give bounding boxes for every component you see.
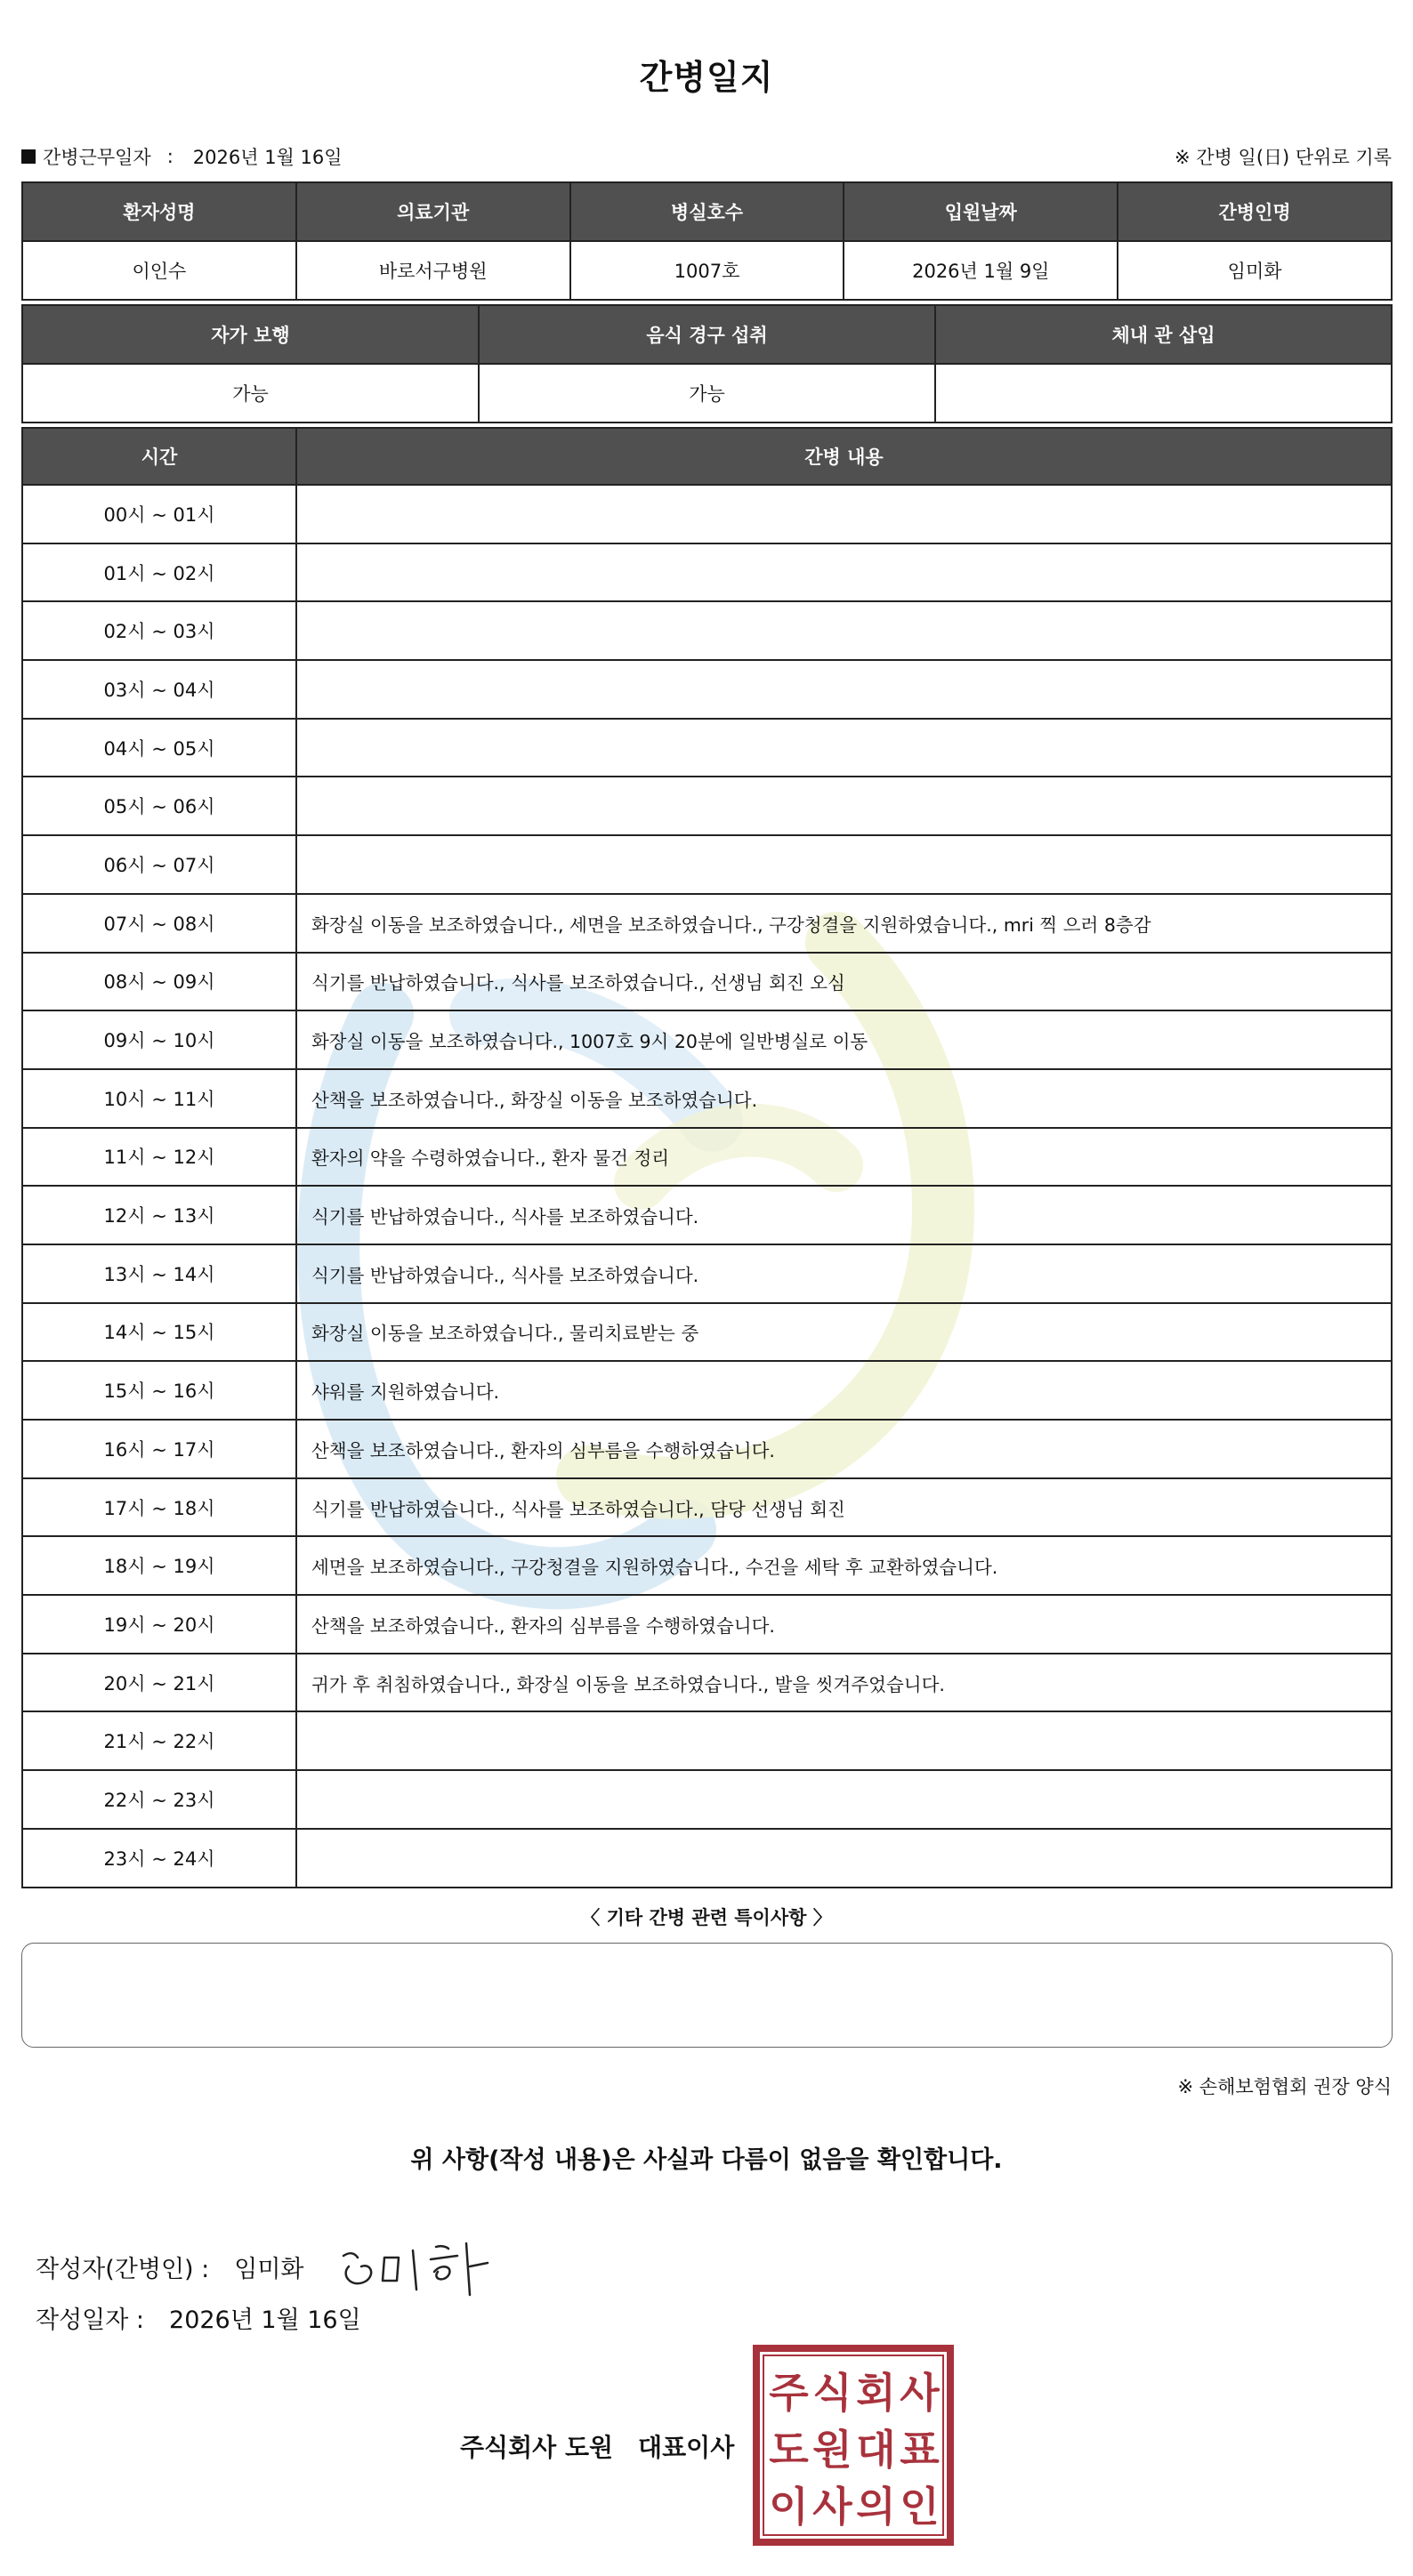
company-seal-stamp: [753, 2345, 954, 2546]
log-row: [22, 1595, 1392, 1654]
log-row: [22, 1654, 1392, 1712]
log-content: 화장실 이동을 보조하였습니다., 물리치료받는 중: [296, 1303, 1392, 1362]
log-time: 22시 ~ 23시: [22, 1770, 296, 1829]
log-time: 17시 ~ 18시: [22, 1478, 296, 1537]
record-unit-note: ※ 간병 일(日) 단위로 기록: [1175, 147, 1392, 168]
seal-character: 도: [769, 2426, 809, 2474]
log-content: 식기를 반납하였습니다., 식사를 보조하였습니다.: [296, 1186, 1392, 1244]
patient-header-2: 병실호수: [570, 182, 844, 241]
log-content: [296, 777, 1392, 835]
status-value-2: [935, 364, 1392, 423]
log-content: 식기를 반납하였습니다., 식사를 보조하였습니다.: [296, 1244, 1392, 1303]
log-time: 08시 ~ 09시: [22, 953, 296, 1011]
company-name: 주식회사 도원: [460, 2433, 614, 2462]
patient-info-table: [21, 181, 1393, 301]
log-content: 화장실 이동을 보조하였습니다., 1007호 9시 20분에 일반병실로 이동: [296, 1010, 1392, 1069]
log-row: [22, 1361, 1392, 1420]
seal-character: 의: [856, 2483, 896, 2531]
log-content: [296, 835, 1392, 894]
seal-character: 이: [769, 2483, 809, 2531]
log-content: [296, 485, 1392, 543]
log-row: [22, 1420, 1392, 1478]
log-row: [22, 601, 1392, 660]
log-header-time: 시간: [22, 428, 296, 485]
log-content: 환자의 약을 수령하였습니다., 환자 물건 정리: [296, 1128, 1392, 1187]
log-time: 10시 ~ 11시: [22, 1069, 296, 1128]
log-header-content: 간병 내용: [296, 428, 1392, 485]
log-row: [22, 894, 1392, 953]
log-time: 09시 ~ 10시: [22, 1010, 296, 1069]
status-header-1: 음식 경구 섭취: [479, 305, 935, 364]
log-row: [22, 485, 1392, 543]
log-time: 19시 ~ 20시: [22, 1595, 296, 1654]
status-value-1: 가능: [479, 364, 935, 423]
insurance-form-note: ※ 손해보험협회 권장 양식: [1177, 2076, 1392, 2097]
log-row: [22, 777, 1392, 835]
patient-value-0: 이인수: [22, 241, 296, 300]
log-time: 07시 ~ 08시: [22, 894, 296, 953]
log-row: [22, 1478, 1392, 1537]
care-log-table: [21, 427, 1393, 1888]
log-content: 귀가 후 취침하였습니다., 화장실 이동을 보조하였습니다., 발을 씻겨주었습니다.: [296, 1654, 1392, 1712]
log-time: 06시 ~ 07시: [22, 835, 296, 894]
seal-character: 원: [812, 2426, 852, 2474]
work-date-colon: :: [166, 146, 174, 167]
patient-value-4: 임미화: [1118, 241, 1392, 300]
log-content: [296, 543, 1392, 602]
work-date-row: [21, 142, 1392, 171]
log-time: 01시 ~ 02시: [22, 543, 296, 602]
work-date-value: 2026년 1월 16일: [192, 147, 343, 168]
log-content: 산책을 보조하였습니다., 환자의 심부름을 수행하였습니다.: [296, 1420, 1392, 1478]
square-bullet-icon: [21, 149, 36, 164]
log-content: [296, 1711, 1392, 1770]
patient-header-4: 간병인명: [1118, 182, 1392, 241]
log-row: [22, 1711, 1392, 1770]
log-content: 샤워를 지원하였습니다.: [296, 1361, 1392, 1420]
log-content: 세면을 보조하였습니다., 구강청결을 지원하였습니다., 수건을 세탁 후 교환하였습니다.: [296, 1536, 1392, 1595]
log-time: 02시 ~ 03시: [22, 601, 296, 660]
patient-value-1: 바로서구병원: [296, 241, 570, 300]
log-time: 13시 ~ 14시: [22, 1244, 296, 1303]
log-time: 15시 ~ 16시: [22, 1361, 296, 1420]
log-row: [22, 1536, 1392, 1595]
log-time: 04시 ~ 05시: [22, 719, 296, 777]
log-row: [22, 1186, 1392, 1244]
log-time: 14시 ~ 15시: [22, 1303, 296, 1362]
log-content: 산책을 보조하였습니다., 화장실 이동을 보조하였습니다.: [296, 1069, 1392, 1128]
ceo-title: 대표이사: [638, 2433, 735, 2462]
seal-character: 인: [900, 2483, 940, 2531]
log-time: 05시 ~ 06시: [22, 777, 296, 835]
log-time: 03시 ~ 04시: [22, 660, 296, 719]
log-content: 화장실 이동을 보조하였습니다., 세면을 보조하였습니다., 구강청결을 지원하였습니다., mri 찍 으러 8층감: [296, 894, 1392, 953]
log-time: 18시 ~ 19시: [22, 1536, 296, 1595]
log-row: [22, 1303, 1392, 1362]
notes-box: [21, 1943, 1393, 2048]
log-content: 산책을 보조하였습니다., 환자의 심부름을 수행하였습니다.: [296, 1595, 1392, 1654]
log-row: [22, 1770, 1392, 1829]
log-content: [296, 660, 1392, 719]
writing-date-label: 작성일자 :: [36, 2306, 145, 2334]
seal-character: 주: [769, 2369, 809, 2417]
notes-title: 〈 기타 간병 관련 특이사항 〉: [581, 1907, 832, 1928]
confirmation-statement: 위 사항(작성 내용)은 사실과 다름이 없음을 확인합니다.: [410, 2146, 1003, 2174]
log-time: 21시 ~ 22시: [22, 1711, 296, 1770]
patient-header-0: 환자성명: [22, 182, 296, 241]
log-content: [296, 1829, 1392, 1888]
log-time: 11시 ~ 12시: [22, 1128, 296, 1187]
writer-row: [36, 2231, 497, 2302]
patient-header-1: 의료기관: [296, 182, 570, 241]
seal-character: 회: [856, 2369, 896, 2417]
company-signature-row: [460, 2428, 734, 2464]
log-row: [22, 719, 1392, 777]
log-row: [22, 1128, 1392, 1187]
work-date-label: 간병근무일자: [43, 147, 151, 168]
log-row: [22, 543, 1392, 602]
log-content: 식기를 반납하였습니다., 식사를 보조하였습니다., 담당 선생님 회진: [296, 1478, 1392, 1537]
log-time: 12시 ~ 13시: [22, 1186, 296, 1244]
log-content: [296, 1770, 1392, 1829]
patient-value-2: 1007호: [570, 241, 844, 300]
writer-name: 임미화: [234, 2255, 304, 2283]
handwritten-signature: [336, 2231, 497, 2302]
log-row: [22, 1244, 1392, 1303]
patient-value-3: 2026년 1월 9일: [844, 241, 1118, 300]
seal-character: 사: [812, 2483, 852, 2531]
log-content: [296, 601, 1392, 660]
status-value-0: 가능: [22, 364, 479, 423]
log-row: [22, 660, 1392, 719]
log-row: [22, 953, 1392, 1011]
seal-character: 사: [900, 2369, 940, 2417]
writer-label: 작성자(간병인) :: [36, 2255, 210, 2283]
log-row: [22, 835, 1392, 894]
log-time: 20시 ~ 21시: [22, 1654, 296, 1712]
seal-character: 대: [856, 2426, 896, 2474]
log-time: 00시 ~ 01시: [22, 485, 296, 543]
patient-header-3: 입원날짜: [844, 182, 1118, 241]
seal-character: 식: [812, 2369, 852, 2417]
log-row: [22, 1069, 1392, 1128]
seal-character: 표: [900, 2426, 940, 2474]
log-row: [22, 1010, 1392, 1069]
document-title: 간병일지: [639, 58, 774, 97]
writing-date-row: [36, 2300, 361, 2335]
log-time: 23시 ~ 24시: [22, 1829, 296, 1888]
log-content: 식기를 반납하였습니다., 식사를 보조하였습니다., 선생님 회진 오심: [296, 953, 1392, 1011]
patient-status-table: [21, 304, 1393, 423]
log-content: [296, 719, 1392, 777]
log-row: [22, 1829, 1392, 1888]
log-time: 16시 ~ 17시: [22, 1420, 296, 1478]
status-header-0: 자가 보행: [22, 305, 479, 364]
writing-date-value: 2026년 1월 16일: [169, 2306, 361, 2334]
status-header-2: 체내 관 삽입: [935, 305, 1392, 364]
